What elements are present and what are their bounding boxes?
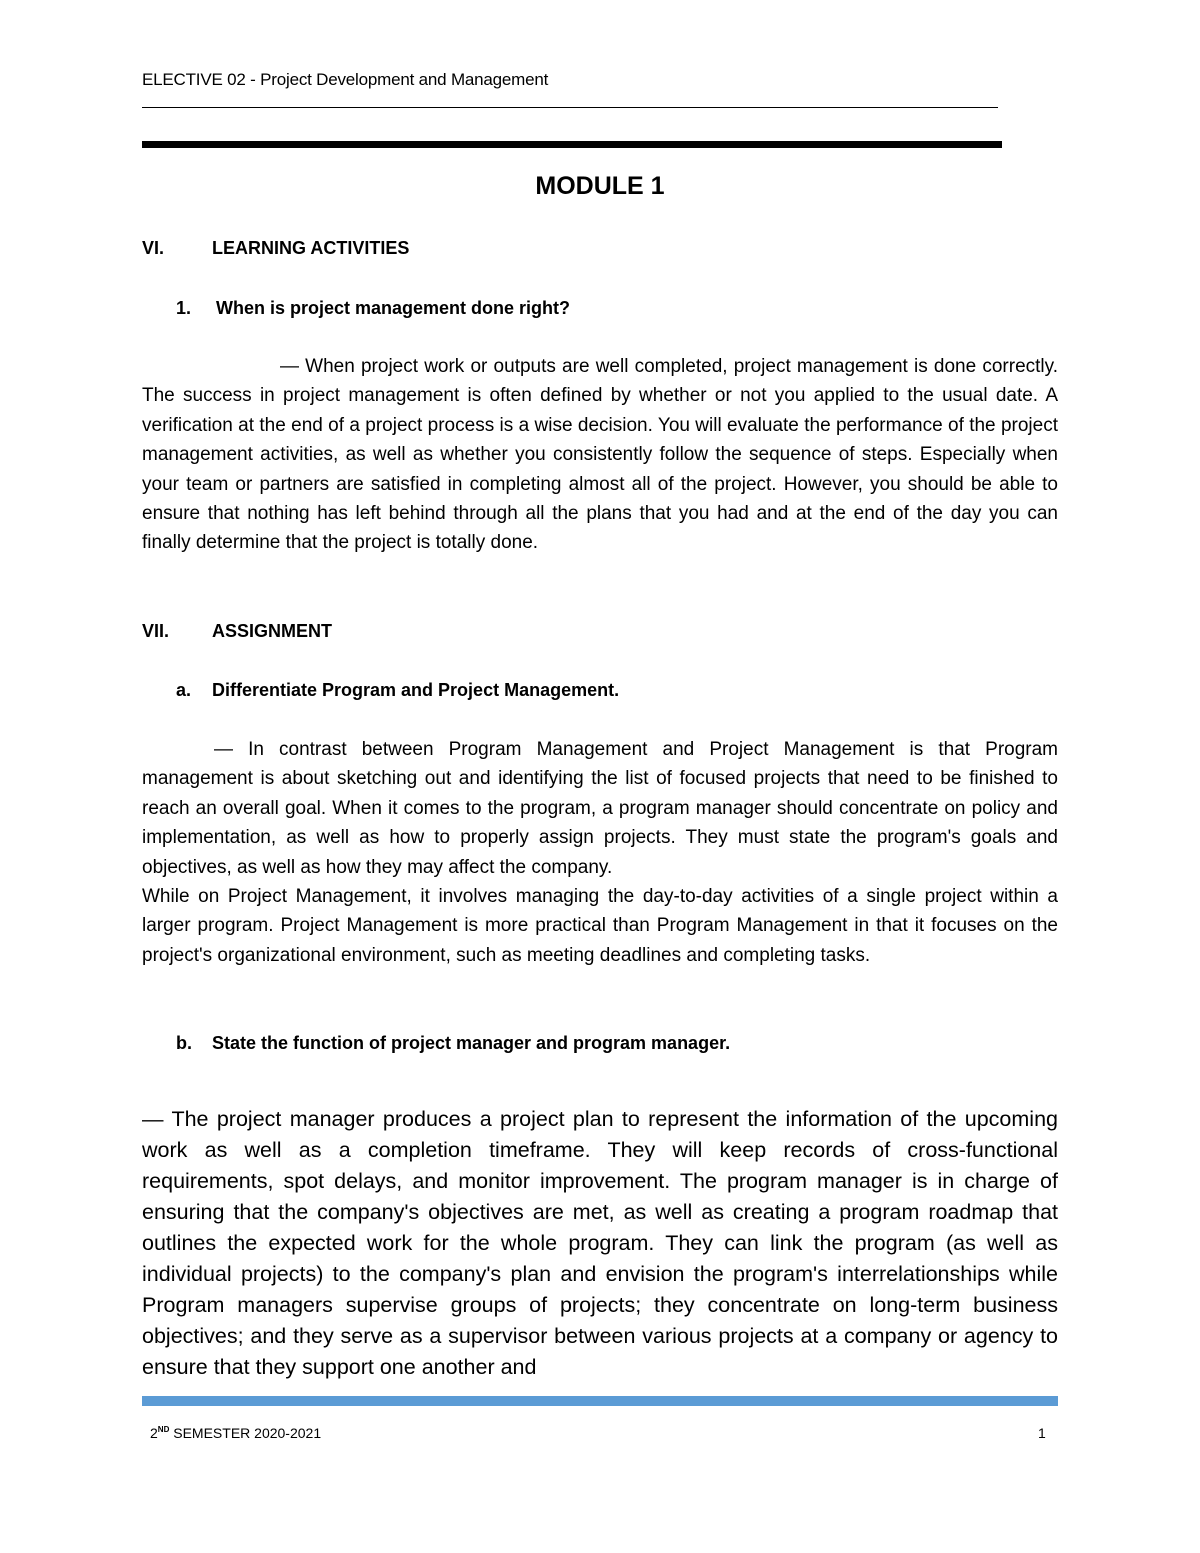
question-marker: a. xyxy=(176,680,192,700)
question-b xyxy=(176,1033,730,1054)
answer-text-continued: While on Project Management, it involves managing the day-to-day activities of a single project within a larger program. Project Management is more practical than Program Management in that it focuses on the project's organizational environment, such as meeting deadlines and completing tasks. xyxy=(142,886,1058,966)
footer-bar xyxy=(142,1396,1058,1406)
header-thick-divider xyxy=(142,141,1002,148)
answer-paragraph-1 xyxy=(142,352,1058,558)
section-heading-assignment xyxy=(142,621,332,642)
answer-paragraph-a xyxy=(142,735,1058,970)
answer-text: — In contrast between Program Management and Project Management is that Program management is about sketching out and identifying the list of focused projects that need to be finished to reach an overall goal. When it comes to the program, a program manager should concentrate on policy and implementation, as well as how to properly assign projects. They must state the program's goals and objectives, as well as how they may affect the company. xyxy=(142,739,1058,878)
section-number: VII. xyxy=(142,621,170,641)
answer-paragraph-b xyxy=(142,1104,1058,1383)
question-marker: 1. xyxy=(176,298,192,318)
answer-text: — When project work or outputs are well completed, project management is done correctly. The success in project management is often defined by whether or not you applied to the usual date. A verification at the end of a project process is a wise decision. You will evaluate the performance of the project management activities, as well as whether you consistently follow the sequence of steps. Especially when your team or partners are satisfied in completing almost all of the project. However, you should be able to ensure that nothing has left behind through all the plans that you had and at the end of the day you can finally determine that the project is totally done. xyxy=(142,356,1058,554)
question-1 xyxy=(176,298,570,319)
question-text: Differentiate Program and Project Management. xyxy=(212,680,620,700)
question-a xyxy=(176,680,619,701)
question-text: State the function of project manager and program manager. xyxy=(212,1033,731,1053)
question-marker: b. xyxy=(176,1033,192,1053)
question-text: When is project management done right? xyxy=(216,298,571,318)
module-title: MODULE 1 xyxy=(535,172,665,200)
section-number: VI. xyxy=(142,238,165,258)
answer-text: — The project manager produces a project plan to represent the information of the upcoming work as well as a completion timeframe. They will keep records of cross-functional requirements, spot delays, and monitor improvement. The program manager is in charge of ensuring that the company's objectives are met, as well as creating a program roadmap that outlines the expected work for the whole program. They can link the program (as well as individual projects) to the company's plan and envision the program's interrelationships while Program managers supervise groups of projects; they concentrate on long-term business objectives; and they serve as a supervisor between various projects at a company or agency to ensure that they support one another and xyxy=(142,1107,1058,1379)
section-title: ASSIGNMENT xyxy=(212,621,333,641)
header-title: ELECTIVE 02 - Project Development and Management xyxy=(142,70,549,89)
page-number: 1 xyxy=(1038,1425,1046,1441)
header-divider xyxy=(142,107,998,108)
section-title: LEARNING ACTIVITIES xyxy=(212,238,410,258)
footer-semester: 2ND SEMESTER 2020-2021 xyxy=(150,1425,322,1441)
section-heading-learning-activities xyxy=(142,238,409,259)
